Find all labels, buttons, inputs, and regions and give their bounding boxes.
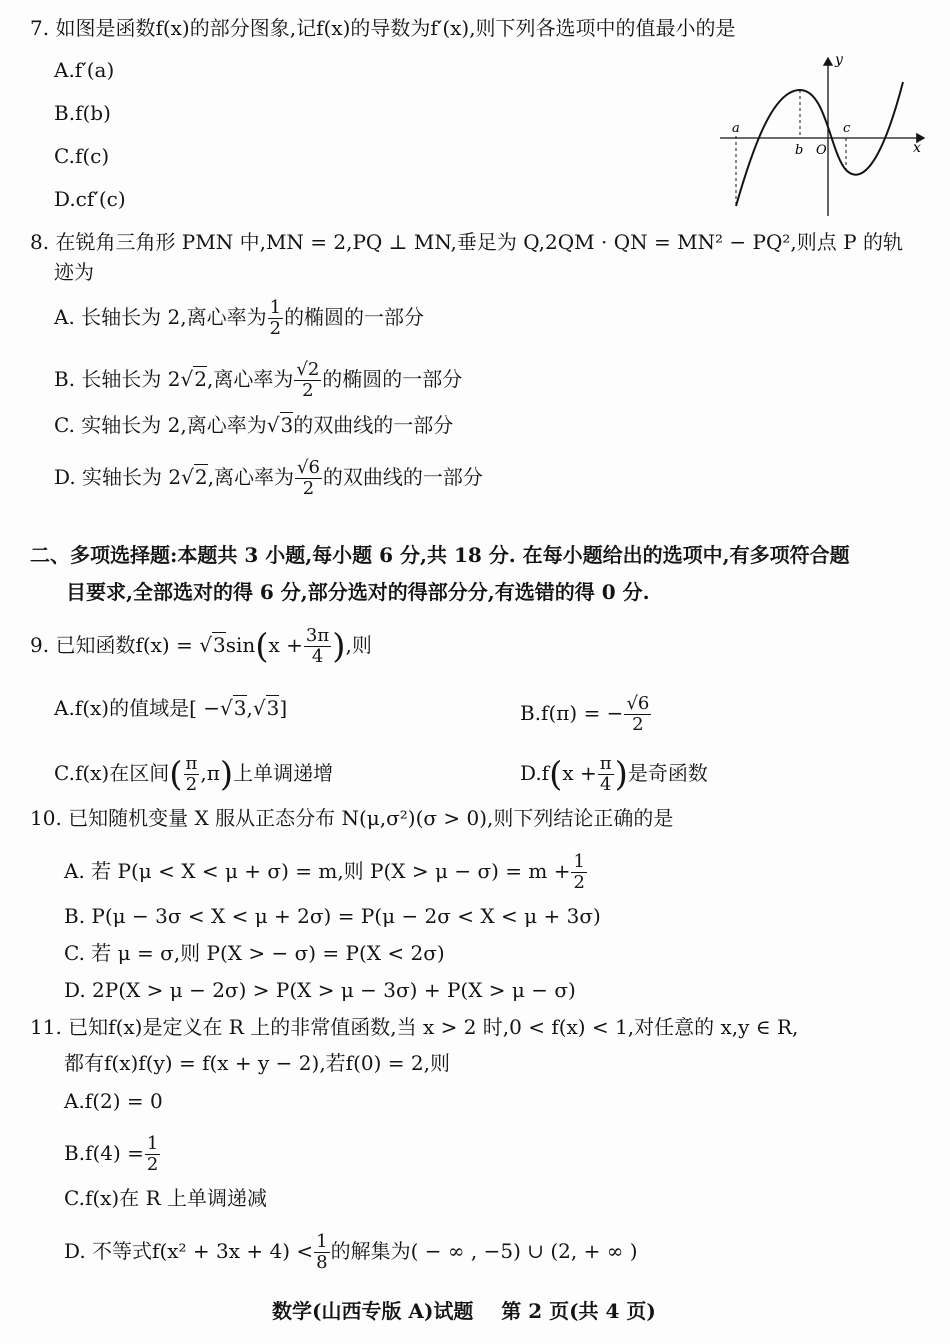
q10-option-b: B. P(μ − 3σ < X < μ + 2σ) = P(μ − 2σ < X < μ + 3σ): [64, 904, 601, 928]
q8-option-a: [54, 298, 424, 339]
q7-option-a: A.f′(a): [54, 58, 115, 82]
fraction: $\frac{3\pi}{4}$: [305, 625, 330, 667]
fraction: $\frac{\pi}{2}$: [185, 753, 198, 795]
fraction: $\frac{1}{8}$: [316, 1231, 328, 1273]
q10-option-d: D. 2P(X > μ − 2σ) > P(X > μ − 3σ) + P(X > μ − σ): [64, 978, 576, 1002]
q8-option-c: C. 实轴长为 2,离心率为√3的双曲线的一部分: [54, 413, 454, 437]
graph-label-o: O: [816, 143, 827, 158]
fraction: $\frac{\pi}{4}$: [599, 753, 612, 795]
fraction: $\frac{1}{2}$: [269, 297, 282, 339]
q8-stem-line1: 8. 在锐角三角形 PMN 中,MN = 2,PQ ⊥ MN,垂足为 Q,2QM · QN = MN² − PQ²,则点 P 的轨: [30, 230, 903, 254]
q11-option-d: D. 不等式f(x² + 3x + 4) < $\frac{1}{8}$ 的解集为( − ∞ , −5) ∪ (2, + ∞ ): [64, 1231, 638, 1273]
fraction: $\frac{√2}{2}$: [296, 359, 320, 401]
q9-option-a: A.f(x)的值域是[ −√3,√3]: [54, 696, 288, 720]
q7-stem: 7. 如图是函数f(x)的部分图象,记f(x)的导数为f′(x),则下列各选项中的值最小的是: [30, 16, 736, 40]
q11-stem-line1: 11. 已知f(x)是定义在 R 上的非常值函数,当 x > 2 时,0 < f(x) < 1,对任意的 x,y ∈ R,: [30, 1015, 799, 1039]
fraction: $\frac{1}{2}$: [146, 1133, 159, 1175]
q7-option-b: B.f(b): [54, 101, 111, 125]
q11-option-b: B.f(4) = $\frac{1}{2}$: [64, 1133, 159, 1175]
q8-option-d: D. 实轴长为 2√2,离心率为 $\frac{√6}{2}$ 的双曲线的一部分: [54, 457, 483, 499]
q9-stem: 9. 已知函数f(x) = √3sin(x + $\frac{3\pi}{4}$ ),则: [30, 625, 372, 667]
fraction: $\frac{√6}{2}$: [296, 457, 320, 499]
graph-label-c: c: [843, 121, 851, 136]
q8-a-suffix: 的椭圆的一部分: [284, 305, 425, 329]
q10-stem: 10. 已知随机变量 X 服从正态分布 N(μ,σ²)(σ > 0),则下列结论正确的是: [30, 806, 674, 830]
page-footer: 数学(山西专版 A)试题 第 2 页(共 4 页): [272, 1299, 656, 1323]
sqrt: √3: [199, 633, 226, 657]
fraction: $\frac{√6}{2}$: [626, 693, 650, 735]
graph-label-y: y: [835, 52, 843, 68]
q9-option-b: B.f(π) = − $\frac{√6}{2}$: [520, 693, 650, 735]
fraction: $\frac{1}{2}$: [573, 851, 585, 893]
section2-line2: 目要求,全部选对的得 6 分,部分选对的得部分分,有选错的得 0 分.: [66, 580, 650, 604]
sqrt: √2: [180, 367, 207, 391]
graph-label-x: x: [913, 140, 921, 156]
q8-stem-line2: 迹为: [54, 260, 94, 284]
q8-a-text: A. 长轴长为 2,离心率为: [54, 305, 267, 329]
section2-line1: 二、多项选择题:本题共 3 小题,每小题 6 分,共 18 分. 在每小题给出的选项中,有多项符合题: [30, 543, 850, 567]
function-graph: [718, 52, 928, 218]
sqrt: √2: [181, 465, 208, 489]
sqrt: √3: [266, 413, 294, 437]
q9-option-d: D.f(x + $\frac{\pi}{4}$ )是奇函数: [520, 753, 708, 795]
q10-option-a: A. 若 P(μ < X < μ + σ) = m,则 P(X > μ − σ) = m + $\frac{1}{2}$: [64, 851, 585, 893]
q7-option-c: C.f(c): [54, 144, 110, 168]
q9-option-c: C.f(x)在区间( $\frac{\pi}{2}$ ,π)上单调递增: [54, 753, 334, 795]
graph-label-a: a: [732, 121, 740, 136]
q11-option-c: C.f(x)在 R 上单调递减: [64, 1186, 268, 1210]
q7-option-d: D.cf′(c): [54, 187, 126, 211]
q11-stem-line2: 都有f(x)f(y) = f(x + y − 2),若f(0) = 2,则: [64, 1051, 450, 1075]
q11-option-a: A.f(2) = 0: [64, 1089, 163, 1113]
q8-option-b: B. 长轴长为 2√2,离心率为 $\frac{√2}{2}$ 的椭圆的一部分: [54, 359, 463, 401]
graph-label-b: b: [795, 143, 804, 158]
q10-option-c: C. 若 μ = σ,则 P(X > − σ) = P(X < 2σ): [64, 941, 445, 965]
